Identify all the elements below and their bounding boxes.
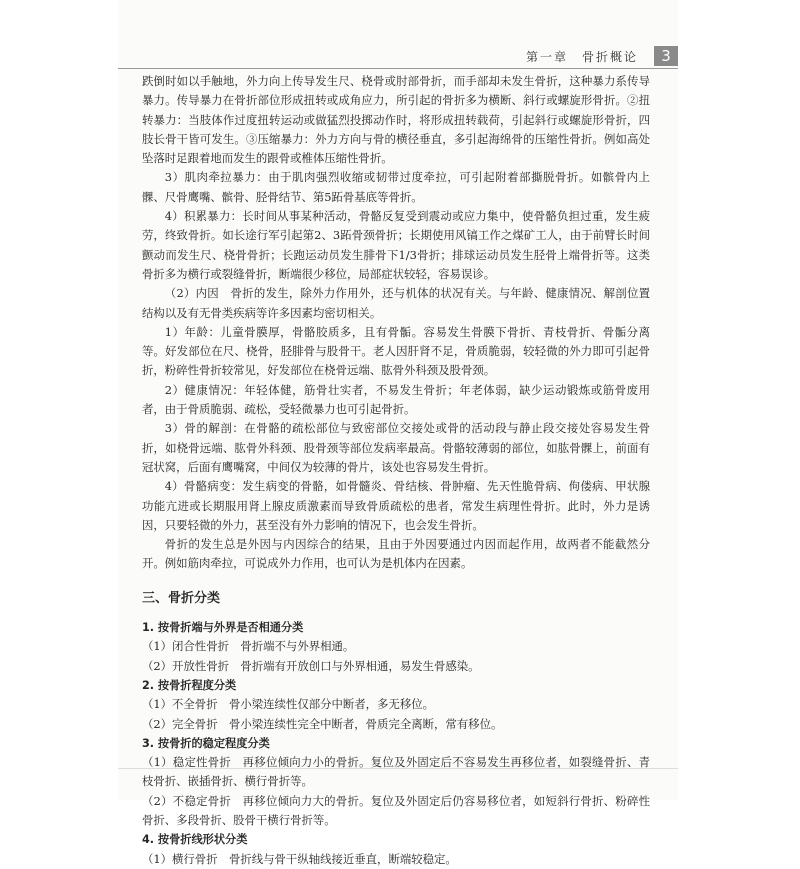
- book-page: [118, 0, 678, 866]
- paragraph: 3）肌肉牵拉暴力：由于肌肉强烈收缩或韧带过度牵拉，可引起附着部撕脱骨折。如髌骨内上髁、尺骨鹰嘴、髌骨、胫骨结节、第5跖骨基底等骨折。: [142, 170, 650, 204]
- classification-item: （2）完全骨折 骨小梁连续性完全中断者，骨质完全离断，常有移位。: [142, 716, 503, 731]
- page-number: 3: [654, 46, 678, 66]
- section-heading: 三、骨折分类: [142, 590, 221, 606]
- running-header: [118, 46, 678, 69]
- classification-heading: 3. 按骨折的稳定程度分类: [142, 736, 270, 750]
- paragraph: 1）年龄：儿童骨膜厚，骨骼胶质多，且有骨骺。容易发生骨膜下骨折、青枝骨折、骨骺分离等。好发部位在尺、桡骨，胫腓骨与股骨干。老人因肝肾不足，骨质脆弱，较轻微的外力即可引起骨折，粉碎性骨折较常见，好发部位在桡骨远端、肱骨外科颈及股骨颈。: [142, 324, 650, 378]
- classification-heading: 2. 按骨折程度分类: [142, 678, 237, 692]
- classification-item: （1）横行骨折 骨折线与骨干纵轴线接近垂直，断端较稳定。: [142, 851, 457, 866]
- paragraph: 骨折的发生总是外因与内因综合的结果，且由于外因要通过内因而起作用，故两者不能截然分开。例如筋肉牵拉，可说成外力作用，也可认为是机体内在因素。: [142, 537, 650, 571]
- paragraph: 4）积累暴力：长时间从事某种活动，骨骼反复受到震动或应力集中，使骨骼负担过重，发生疲劳，终致骨折。如长途行军引起第2、3跖骨颈骨折；长期使用风镐工作之煤矿工人，由于前臂长时间颤动而发生尺、桡骨骨折；长跑运动员发生腓骨下1/3骨折；排球运动员发生胫骨上端骨折等。这类骨折多为横行或裂缝骨折，断端很少移位，局部症状较轻，容易误诊。: [142, 209, 650, 281]
- classification-item: （2）不稳定骨折 再移位倾向力大的骨折。复位及外固定后仍容易移位者，如短斜行骨折、粉碎性骨折、多段骨折、股骨干横行骨折等。: [142, 793, 650, 827]
- classification-item: （1）稳定性骨折 再移位倾向力小的骨折。复位及外固定后不容易发生再移位者，如裂缝骨折、青枝骨折、嵌插骨折、横行骨折等。: [142, 755, 650, 789]
- paragraph: 4）骨骼病变：发生病变的骨骼，如骨髓炎、骨结核、骨肿瘤、先天性脆骨病、佝偻病、甲状腺功能亢进或长期服用肾上腺皮质激素而导致骨质疏松的患者，常发生病理性骨折。此时，外力是诱因，只要轻微的外力，甚至没有外力影响的情况下，也会发生骨折。: [142, 479, 650, 532]
- paragraph: 跌倒时如以手触地，外力向上传导发生尺、桡骨或肘部骨折，而手部却未发生骨折，这种暴力系传导暴力。传导暴力在骨折部位形成扭转或成角应力，所引起的骨折多为横断、斜行或螺旋形骨折。②扭转暴力：当肢体作过度扭转运动或做猛烈投掷动作时，将形成扭转载荷，引起斜行或螺旋形骨折，四肢长骨干皆可发生。③压缩暴力：外力方向与骨的横径垂直，多引起海绵骨的压缩性骨折。例如高处坠落时足跟着地而发生的跟骨或椎体压缩性骨折。: [142, 74, 650, 166]
- paragraph: （2）内因 骨折的发生，除外力作用外，还与机体的状况有关。与年龄、健康情况、解剖位置结构以及有无骨类疾病等许多因素均密切相关。: [142, 286, 650, 320]
- classification-item: （1）不全骨折 骨小梁连续性仅部分中断者，多无移位。: [142, 697, 435, 712]
- page-bottom-edge: [118, 768, 678, 769]
- body-text: [142, 72, 650, 869]
- classification-item: （1）闭合性骨折 骨折端不与外界相通。: [142, 639, 355, 654]
- paragraph: 3）骨的解剖：在骨骼的疏松部位与致密部位交接处或骨的活动段与静止段交接处容易发生骨折，如桡骨远端、肱骨外科颈、股骨颈等部位发病率最高。骨骼较薄弱的部位，如肱骨髁上，前面有冠状窝，后面有鹰嘴窝，中间仅为较薄的骨片，该处也容易发生骨折。: [142, 421, 650, 474]
- chapter-title: 第一章 骨折概论: [525, 50, 638, 64]
- classification-item: （2）开放性骨折 骨折端有开放创口与外界相通，易发生骨感染。: [142, 658, 480, 673]
- paragraph: 2）健康情况：年轻体健，筋骨壮实者，不易发生骨折；年老体弱，缺少运动锻炼或筋骨废用者，由于骨质脆弱、疏松，受轻微暴力也可引起骨折。: [142, 382, 650, 417]
- classification-heading: 4. 按骨折线形状分类: [142, 833, 248, 847]
- classification-heading: 1. 按骨折端与外界是否相通分类: [142, 621, 304, 635]
